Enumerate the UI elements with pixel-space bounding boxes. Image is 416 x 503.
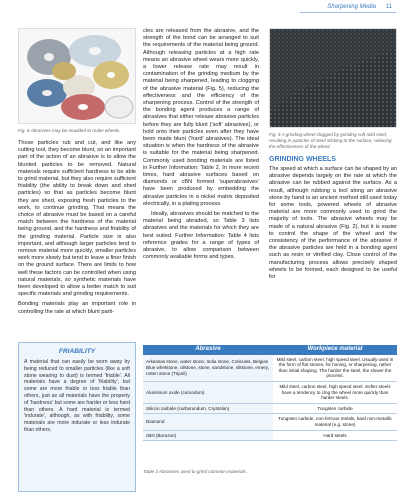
- section-title: Sharpening Media: [327, 4, 376, 10]
- workpiece-cell: Mild steel, carbon steel, high speed steel. Softer steels have a tendency to clog the wheel more quickly than harder steels.: [273, 381, 397, 403]
- body-paragraph: cles are released from the abrasive, and the strength of the bond can be arranged to suit the requirements of the material being ground. Although releasing particles at a high rate means an abrasive wheel wears more quickly, a lower release rate may result in contamination of the grinding medium by the material being sharpened, leading to clogging of the abrasive material (Fig. 5), reducing the effectiveness and the efficiency of the sharpening process. Control of the strength of the bonding agent produces a range of abrasives that either release abrasive particles before they are fully blunt ('soft' abrasives), or hold onto their particles even after they have been made blunt ('hard' abrasives). The ideal situation is when the hardness of the abrasive is suitable for the material being sharpened. Commonly used bonding materials are listed in Further Information: Table 2. In more recent times, hard abrasive surfaces based on diamonds or cBN formed 'superabrasives' have been produced by embedding the abrasive particles in a nickel matrix deposited electrically, in a plating process.: [143, 28, 259, 207]
- clogged-wheel-illustration: [270, 29, 397, 128]
- section-heading: GRINDING WHEELS: [269, 156, 336, 163]
- column-3: [269, 28, 397, 281]
- column-2: [143, 28, 259, 262]
- wheels-illustration: [19, 29, 136, 124]
- workpiece-cell: Hard steels: [273, 430, 397, 441]
- workpiece-cell: Mild steel, carbon steel, high speed steel. Usually used in the form of flat stones, for honing, or sharpening, rather than initial shaping. The harder the steel, the slower the process.: [273, 355, 397, 382]
- table-caption: Table 3 Abrasives used to grind common materials.: [143, 469, 248, 474]
- body-paragraph: Bonding materials play an important role in controlling the rate at which blunt parti-: [18, 301, 136, 315]
- abrasive-cell: Arkansas stone, water stone, India stone, Coticules, Belgian Blue whetstone, oilstone, stone, sandstone, siltstone, emery, rotten stone (Tripoli): [143, 355, 273, 382]
- body-paragraph: Ideally, abrasives should be matched to the material being abraded, so Table 3 lists abrasives and the materials for which they are best suited. Further Information: Table 4 lists reference grades for a range of types of abrasive, to allow comparison between commonly available forms and types.: [143, 211, 259, 261]
- header-rule: [300, 12, 396, 13]
- fig8-caption: Fig. 8 Abrasives may be moulded to make wheels.: [18, 128, 121, 133]
- sidebar-text: A material that can easily be worn away by being reduced to smaller particles (like a soft stone wearing to dust) is termed 'friable'. All materials have a degree of 'friability', but some are more friable or less friable than others, just as all materials have the property of 'hardness' but some are harder or less hard than others. A hard material is termed 'indurate', although, as with friability, some materials are more indurate or less indurate than others.: [24, 359, 130, 433]
- clogged-wheel-photo: [269, 28, 397, 128]
- abrasive-cell: Diamond: [143, 414, 273, 430]
- table-row: [143, 403, 397, 414]
- fig5-caption: Fig. 5 A grinding wheel clogged by grinding soft mild steel, resulting in particles of steel sticking to the surface, reducing the effectiveness of the wheel.: [269, 132, 392, 149]
- page-header: [0, 0, 416, 18]
- abrasive-cell: Aluminium oxide (corundum): [143, 381, 273, 403]
- column-1: [18, 28, 136, 316]
- table-row: [143, 381, 397, 403]
- abrasive-wheels-photo: [18, 28, 136, 124]
- abrasive-cell: Silicon carbide (carborundum, Crystolon): [143, 403, 273, 414]
- header-workpiece: Workpiece material: [273, 345, 397, 355]
- table-header-row: [143, 345, 397, 355]
- abrasives-table: [143, 345, 397, 441]
- sidebar-title: FRIABILITY: [58, 348, 96, 355]
- body-paragraph: Those particles rub and cut, and like any cutting tool, they become blunt, so an important part of the action of an abrasive is to allow the blunted particles to be removed. Natural materials require sufficient hardness to be able to grind material, but they also require sufficient friability (the ability to break down and shed particles) so that as particles become blunt they are shed, exposing fresh particles to the work, to continue grinding. That means the choice of abrasive must be based on a careful match between the hardness of the material being ground, and the hardness and friability of the grinding material. Particle size is also important, and although larger particles tend to remove material more quickly, smaller particles work more slowly but tend to leave a finer finish on the ground surface. There are limits to how well these factors can be controlled when using natural materials, so synthetic materials have been developed to allow a better match to suit specific materials and grinding requirements.: [18, 140, 136, 298]
- table-row: [143, 355, 397, 382]
- body-paragraph: The speed at which a surface can be shaped by an abrasive depends largely on the rate at which the abrasive can be rubbed against the surface. As a result, although rubbing a tool along an abrasive stone by hand is an ancient method still used today for some tools, powered wheels of abrasive material are more commonly used to grind the majority of tools. The abrasive wheels may be made of a natural abrasive (Fig. 2), but it is easier to control the shape of the wheel and the consistency of the performance of the abrasive if the abrasive particles are held in a bonding agent such as resin or vitrified clay. Close control of the manufacturing process allows precisely shaped wheels to be formed, each designed to be useful for: [269, 166, 397, 281]
- table-row: [143, 414, 397, 430]
- table-row: [143, 430, 397, 441]
- page-number: 11: [385, 4, 392, 10]
- abrasive-cell: cBN (Borazon): [143, 430, 273, 441]
- header-abrasive: Abrasive: [143, 345, 273, 355]
- workpiece-cell: Tungsten carbide, non-ferrous metals, hard non-metallic material (e.g. stone): [273, 414, 397, 430]
- friability-sidebar: [18, 342, 136, 492]
- workpiece-cell: Tungsten carbide: [273, 403, 397, 414]
